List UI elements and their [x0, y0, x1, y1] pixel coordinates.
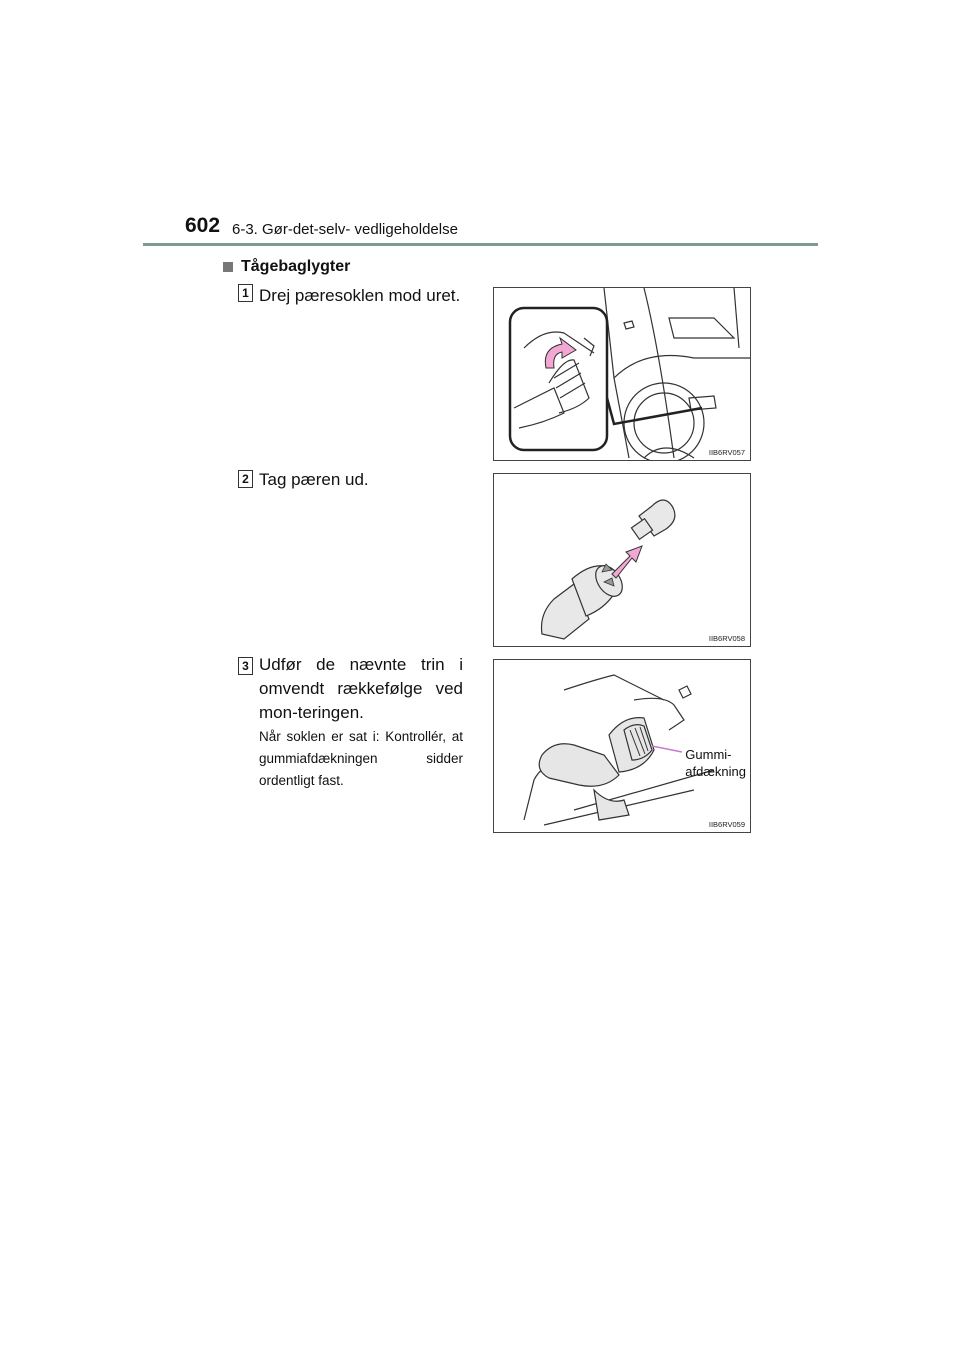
step-badge-1: 1 — [238, 284, 253, 302]
callout-line-1: Gummi- — [685, 747, 732, 762]
page-number: 602 — [185, 214, 221, 237]
step-text-1: Drej pæresoklen mod uret. — [259, 286, 461, 305]
bulb-removal-illustration — [494, 474, 750, 646]
step-badge-2: 2 — [238, 470, 253, 488]
subheading-text: Tågebaglygter — [241, 258, 351, 275]
figure-code: IIB6RV059 — [708, 820, 745, 829]
figure-3 — [493, 659, 751, 833]
step-text-3: Udfør de nævnte trin i omvendt rækkefølge ved mon-teringen. — [259, 655, 463, 722]
section-title: 6-3. Gør-det-selv- vedligeholdelse — [232, 221, 458, 238]
callout-line-2: afdækning — [685, 764, 746, 779]
subheading — [223, 258, 350, 276]
figure-2 — [493, 473, 751, 647]
step-text-2: Tag pæren ud. — [259, 470, 369, 489]
figure-code: IIB6RV058 — [708, 634, 745, 643]
bulb-socket-turn-illustration — [494, 288, 750, 460]
step-note-3: Når soklen er sat i: Kontrollér, at gummiafdækningen sidder ordentligt fast. — [259, 729, 463, 788]
figure-code: IIB6RV057 — [708, 448, 745, 457]
square-bullet-icon — [223, 262, 233, 272]
figure-1 — [493, 287, 751, 461]
header-rule — [143, 243, 818, 246]
callout-label — [685, 746, 746, 780]
step-badge-3: 3 — [238, 657, 253, 675]
